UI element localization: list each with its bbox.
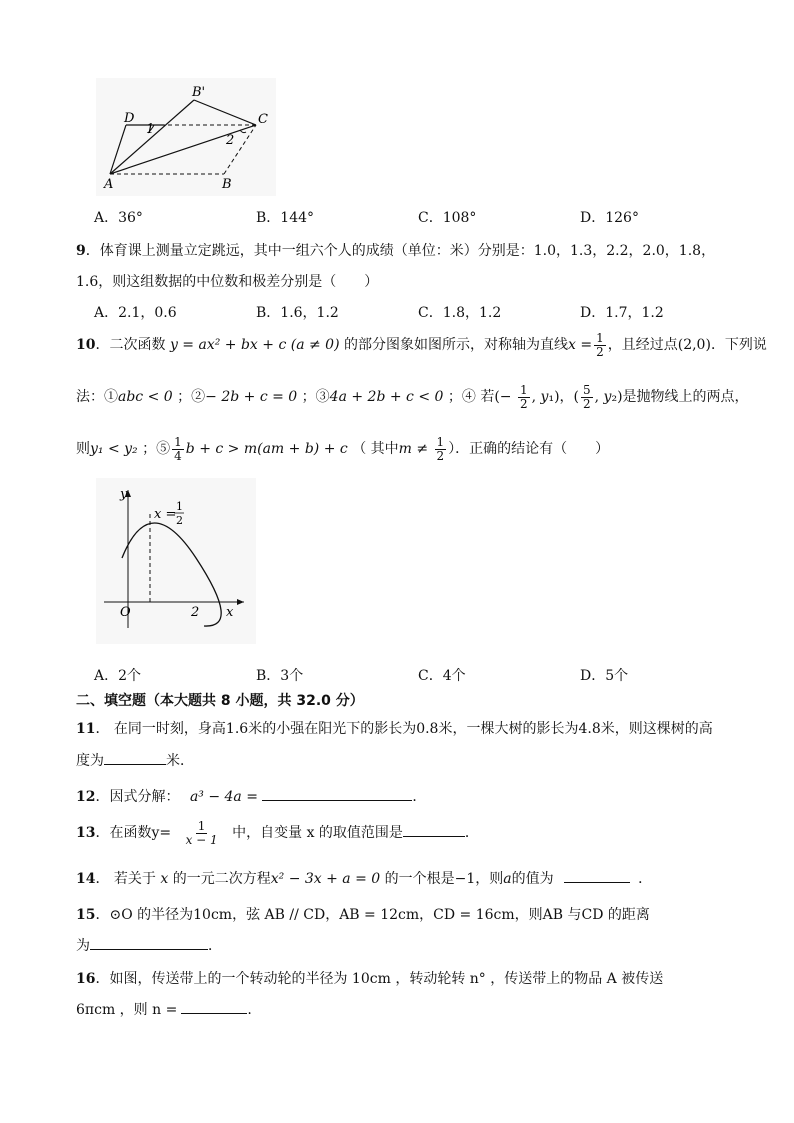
q11-line-2 <box>76 750 194 770</box>
q15-line-1 <box>76 904 650 924</box>
q14-var-x: x <box>155 871 173 887</box>
q14-text-5: 的值为 <box>511 871 554 887</box>
q10-stmt-2: − 2b + c = 0 <box>205 389 298 405</box>
q9-line-1 <box>76 240 715 260</box>
q10-option-b[interactable]: B．3个 <box>256 668 304 684</box>
q10-text-a: ．二次函数 <box>95 337 166 353</box>
q16-answer-blank[interactable] <box>181 999 247 1014</box>
q14-answer-blank[interactable] <box>564 868 630 883</box>
q10-point-1: (− $\frac{1}{2}$ , y₁) <box>494 382 560 411</box>
q14-root: −1 <box>454 871 476 887</box>
q14-number: 14 <box>76 871 96 887</box>
q13-answer-blank[interactable] <box>403 822 465 837</box>
q9-line-2 <box>76 271 378 291</box>
axis-label-y: y <box>120 487 128 502</box>
q10-point: (2,0) <box>677 337 711 353</box>
q11-line-1 <box>76 718 713 738</box>
q15-end: ． <box>208 938 222 954</box>
q10-stmt-1: abc < 0 <box>118 389 173 405</box>
q9-option-a[interactable]: A．2.1，0.6 <box>94 305 177 321</box>
q15-text-2a: 为 <box>76 938 90 954</box>
label-angle-2: 2 <box>226 133 235 148</box>
q10-line-3 <box>76 434 609 464</box>
label-angle-1: 1 <box>146 122 155 137</box>
q10-axis-x: x = <box>568 337 593 353</box>
q14-end: ． <box>638 871 653 887</box>
q14-text-4: ，则 <box>475 871 504 887</box>
parallelogram-figure <box>96 78 276 196</box>
parabola-figure <box>96 478 256 644</box>
q10-frac-half-2: $\frac{1}{2}$ <box>436 434 445 463</box>
q10-point-2: ( $\frac{5}{2}$ , y₂) <box>573 382 623 411</box>
label-a: A <box>104 177 114 192</box>
q9-text-1: ．体育课上测量立定跳远，其中一组六个人的成绩（单位：米）分别是：1.0，1.3，2.2，2.0，1.8， <box>85 243 716 259</box>
q8-option-b[interactable]: B．144° <box>256 210 315 226</box>
q12-line <box>76 786 426 806</box>
q10-text-2d: ；④ 若 <box>447 389 495 405</box>
q10-frac-quarter: $\frac{1}{4}$ <box>174 434 182 463</box>
q11-answer-blank[interactable] <box>104 750 166 765</box>
q13-text-1: ．在函数y= <box>95 825 172 841</box>
origin-label: O <box>120 605 131 620</box>
q10-text-3b: ；⑤ <box>142 441 171 457</box>
q12-text: ．因式分解： <box>95 789 180 805</box>
q12-end: ． <box>412 789 427 805</box>
q13-end: ． <box>464 825 479 841</box>
q10-text-3a: 则 <box>76 441 90 457</box>
symmetry-frac-num: 1 <box>176 500 183 513</box>
label-b-prime: B' <box>192 85 206 100</box>
axis-label-x: x <box>226 605 234 620</box>
q10-text-2b: ；② <box>177 389 206 405</box>
q10-stmt-4: y₁ < y₂ <box>90 441 138 457</box>
q10-cond-m: m ≠ <box>398 441 433 457</box>
q13-number: 13 <box>76 825 96 841</box>
q9-number: 9 <box>76 243 86 259</box>
q15-line-2 <box>76 935 222 955</box>
q16-line-2 <box>76 999 252 1019</box>
q10-stmt-5: b + c > m(am + b) + c <box>185 441 348 457</box>
q15-text-1: ．⊙O 的半径为10cm，弦 AB // CD，AB = 12cm，CD = 16cm，则AB 与CD 的距离 <box>95 907 650 923</box>
q11-number: 11 <box>76 721 96 737</box>
q16-end: . <box>247 1002 252 1018</box>
q10-line-1 <box>76 330 767 360</box>
q16-text-2a: 6πcm ，则 n = <box>76 1002 178 1018</box>
q14-equation: x² − 3x + a = 0 <box>270 871 381 887</box>
q10-text-d: ．下列说 <box>710 337 767 353</box>
q9-text-2: 1.6，则这组数据的中位数和极差分别是（ ） <box>76 274 379 290</box>
q9-option-c[interactable]: C．1.8，1.2 <box>418 305 502 321</box>
label-d: D <box>124 111 135 126</box>
q10-number: 10 <box>76 337 96 353</box>
q10-text-2c: ；③ <box>301 389 330 405</box>
q14-text-2: 的一元二次方程 <box>172 871 271 887</box>
q10-text-2a: 法：① <box>76 389 118 405</box>
q14-line <box>76 868 652 888</box>
q10-text-b: 的部分图象如图所示，对称轴为直线 <box>344 337 569 353</box>
q16-text-1: ．如图，传送带上的一个转动轮的半径为 10cm ，转动轮转 n° ，传送带上的物品 A 被传送 <box>95 971 664 987</box>
q10-text-2e: ， <box>559 389 574 405</box>
q10-stmt-3: 4a + 2b + c < 0 <box>329 389 444 405</box>
q11-text-2a: 度为 <box>76 753 104 769</box>
q12-answer-blank[interactable] <box>262 786 412 801</box>
q11-text-2b: 米． <box>166 753 194 769</box>
q10-text-2f: 是抛物线上的两点， <box>622 389 749 405</box>
q10-option-c[interactable]: C．4个 <box>418 668 466 684</box>
q16-number: 16 <box>76 971 96 987</box>
q11-text-1: ． 在同一时刻，身高1.6米的小强在阳光下的影长为0.8米，一棵大树的影长为4.8米，则这棵树的高 <box>95 721 713 737</box>
q15-answer-blank[interactable] <box>90 935 208 950</box>
q10-option-a[interactable]: A．2个 <box>94 668 142 684</box>
q14-var-a: a <box>503 871 512 887</box>
q10-text-c: ，且经过点 <box>607 337 678 353</box>
q9-option-d[interactable]: D．1.7，1.2 <box>580 305 664 321</box>
label-c: C <box>258 112 268 127</box>
q14-text-3: 的一个根是 <box>384 871 455 887</box>
q13-fraction: $\frac{1}{x - 1}$ <box>185 818 218 847</box>
q16-line-1 <box>76 968 663 988</box>
q10-frac-half: $\frac{1}{2}$ <box>596 330 604 359</box>
q13-line <box>76 816 479 850</box>
q8-option-d[interactable]: D．126° <box>580 210 639 226</box>
q14-text-1: ． 若关于 <box>95 871 156 887</box>
q10-function-expr: y = ax² + bx + c (a ≠ 0) <box>169 337 340 353</box>
section-2-title: 二、填空题（本大题共 8 小题，共 32.0 分） <box>76 693 364 709</box>
q10-line-2 <box>76 382 749 412</box>
q10-text-3d: ）．正确的结论有（ ） <box>448 441 610 457</box>
root-label-2: 2 <box>191 605 200 620</box>
symmetry-label-x: x = <box>154 507 177 522</box>
q15-number: 15 <box>76 907 96 923</box>
q9-option-b[interactable]: B．1.6，1.2 <box>256 305 339 321</box>
q10-text-3c: （ 其中 <box>352 441 399 457</box>
label-b: B <box>222 177 232 192</box>
q10-option-d[interactable]: D．5个 <box>580 668 629 684</box>
q12-number: 12 <box>76 789 96 805</box>
symmetry-frac-den: 2 <box>176 514 183 527</box>
q8-option-c[interactable]: C．108° <box>418 210 477 226</box>
q8-option-a[interactable]: A．36° <box>94 210 143 226</box>
q13-text-2: 中，自变量 x 的取值范围是 <box>232 825 403 841</box>
q12-expression: a³ − 4a = <box>189 789 258 805</box>
